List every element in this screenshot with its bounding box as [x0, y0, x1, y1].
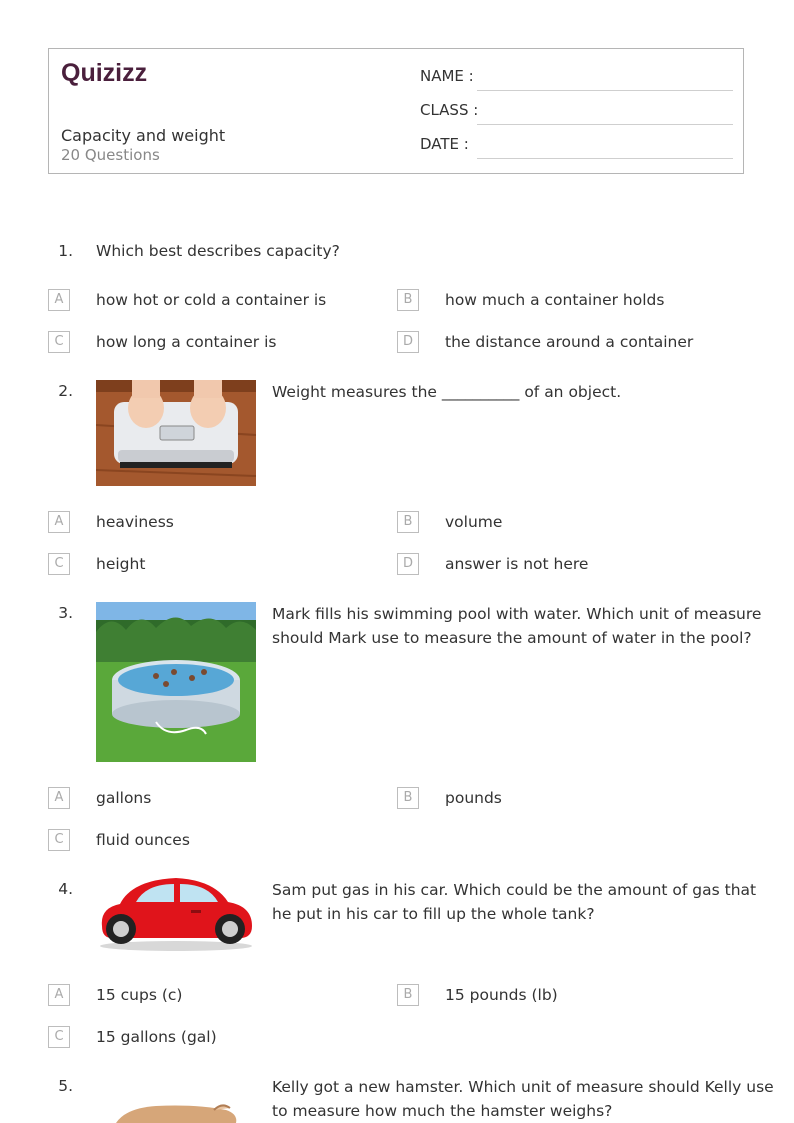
- option-letter-box[interactable]: B: [397, 289, 419, 311]
- name-write-line[interactable]: [477, 90, 733, 91]
- question-number: 4.: [58, 880, 73, 898]
- option-text[interactable]: pounds: [445, 789, 502, 807]
- question-text-line-1: Mark fills his swimming pool with water. Which unit of measure: [272, 605, 762, 623]
- option-letter-box[interactable]: B: [397, 511, 419, 533]
- red-car-image: [96, 872, 256, 952]
- question-number: 2.: [58, 382, 73, 400]
- option-letter-box[interactable]: D: [397, 553, 419, 575]
- date-write-line[interactable]: [477, 158, 733, 159]
- question-text-line-1: Sam put gas in his car. Which could be the amount of gas that: [272, 881, 757, 899]
- option-letter-box[interactable]: D: [397, 331, 419, 353]
- option-text[interactable]: 15 gallons (gal): [96, 1028, 217, 1046]
- option-text[interactable]: heaviness: [96, 513, 174, 531]
- option-letter-box[interactable]: A: [48, 511, 70, 533]
- option-letter-box[interactable]: C: [48, 553, 70, 575]
- option-letter-box[interactable]: C: [48, 331, 70, 353]
- name-label: NAME :: [420, 67, 474, 85]
- date-label: DATE :: [420, 135, 469, 153]
- class-label: CLASS :: [420, 101, 479, 119]
- brand-wordmark: Quizizz: [61, 59, 148, 87]
- option-letter-box[interactable]: A: [48, 984, 70, 1006]
- class-write-line[interactable]: [477, 124, 733, 125]
- worksheet-header: [48, 48, 744, 174]
- option-letter-box[interactable]: C: [48, 1026, 70, 1048]
- question-text-line-2: should Mark use to measure the amount of water in the pool?: [272, 629, 752, 647]
- option-text[interactable]: volume: [445, 513, 503, 531]
- class-field: [420, 101, 733, 125]
- option-text[interactable]: how much a container holds: [445, 291, 665, 309]
- option-letter-box[interactable]: A: [48, 787, 70, 809]
- question-text-line-1: Kelly got a new hamster. Which unit of measure should Kelly use: [272, 1078, 774, 1096]
- question-number: 1.: [58, 242, 73, 260]
- option-text[interactable]: answer is not here: [445, 555, 589, 573]
- question-text: Which best describes capacity?: [96, 242, 340, 260]
- question-text-line-2: he put in his car to fill up the whole tank?: [272, 905, 595, 923]
- option-text[interactable]: the distance around a container: [445, 333, 694, 351]
- option-letter-box[interactable]: B: [397, 984, 419, 1006]
- option-text[interactable]: gallons: [96, 789, 152, 807]
- option-text[interactable]: fluid ounces: [96, 831, 190, 849]
- question-text-line-2: to measure how much the hamster weighs?: [272, 1102, 613, 1120]
- option-text[interactable]: 15 pounds (lb): [445, 986, 558, 1004]
- option-text[interactable]: how long a container is: [96, 333, 277, 351]
- option-letter-box[interactable]: C: [48, 829, 70, 851]
- swimming-pool-image: [96, 602, 256, 762]
- option-text[interactable]: how hot or cold a container is: [96, 291, 327, 309]
- option-text[interactable]: 15 cups (c): [96, 986, 183, 1004]
- option-letter-box[interactable]: A: [48, 289, 70, 311]
- worksheet-title: Capacity and weight: [61, 126, 226, 145]
- question-number: 3.: [58, 604, 73, 622]
- name-field: [420, 67, 733, 91]
- question-number: 5.: [58, 1077, 73, 1095]
- quizizz-logo: [61, 59, 153, 91]
- bathroom-scale-image: [96, 380, 256, 486]
- hamster-image: [96, 1100, 256, 1123]
- quizizz-logo-mark: [61, 59, 153, 87]
- date-field: [420, 135, 733, 159]
- option-letter-box[interactable]: B: [397, 787, 419, 809]
- option-text[interactable]: height: [96, 555, 146, 573]
- question-text: Weight measures the __________ of an object.: [272, 383, 622, 401]
- question-count: 20 Questions: [61, 146, 160, 164]
